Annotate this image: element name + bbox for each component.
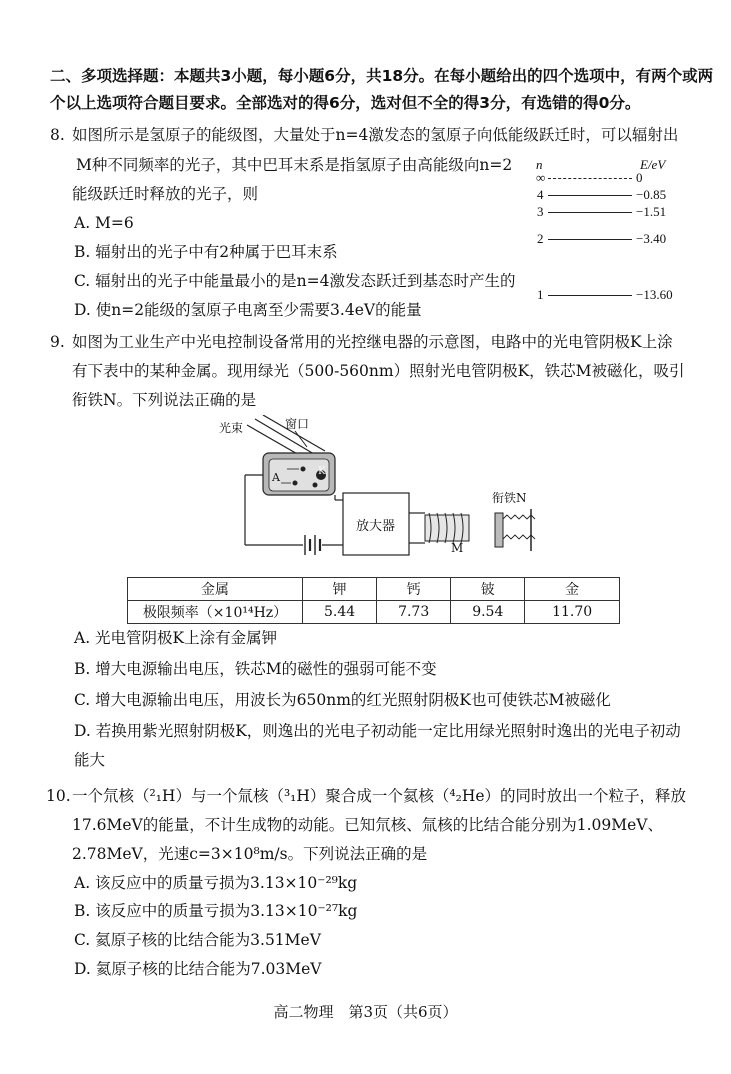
anode-label: A	[272, 471, 280, 484]
q9-option-b: B. 增大电源输出电压，铁芯M的磁性的强弱可能不变	[74, 660, 437, 678]
page-footer: 高二物理 第3页（共6页）	[273, 1003, 458, 1021]
q8-text-line3: 能级跃迁时释放的光子，则	[72, 185, 259, 203]
q8-option-c: C. 辐射出的光子中能量最小的是n=4激发态跃迁到基态时产生的	[74, 272, 516, 290]
q8-text-line2: M种不同频率的光子，其中巴耳末系是指氢原子由高能级向n=2	[76, 156, 513, 174]
level-line-3	[548, 212, 632, 213]
amplifier-label: 放大器	[356, 519, 396, 534]
table-cell: 铍	[451, 578, 525, 601]
level-e-3: −1.51	[636, 204, 667, 219]
q9-text-line1: 如图为工业生产中光电控制设备常用的光控继电器的示意图，电路中的光电管阴极K上涂	[72, 333, 673, 351]
q8-option-a: A. M=6	[74, 214, 134, 232]
q9-option-c: C. 增大电源输出电压，用波长为650nm的红光照射阴极K也可使铁芯M被磁化	[74, 691, 611, 709]
q10-option-d: D. 氦原子核的比结合能为7.03MeV	[74, 960, 322, 978]
q9-option-d-line2: 能大	[74, 751, 106, 769]
table-cell: 9.54	[451, 601, 525, 624]
section-header-line2: 个以上选项符合题目要求。全部选对的得6分，选对但不全的得3分，有选错的得0分。	[50, 94, 641, 112]
q10-option-c: C. 氦原子核的比结合能为3.51MeV	[74, 931, 321, 949]
table-cell: 金属	[128, 578, 303, 601]
level-line-inf	[548, 178, 632, 179]
q10-text-line1: 一个氘核（²₁H）与一个氚核（³₁H）聚合成一个氦核（⁴₂He）的同时放出一个粒子，释放	[72, 787, 687, 805]
level-e-2: −3.40	[636, 231, 667, 246]
level-line-1	[548, 295, 632, 296]
table-cell: 5.44	[303, 601, 377, 624]
level-line-2	[548, 239, 632, 240]
level-n-1: 1	[537, 287, 544, 302]
table-cell: 金	[525, 578, 620, 601]
q9-option-d-line1: D. 若换用紫光照射阴极K，则逸出的光电子初动能一定比用绿光照射时逸出的光电子初动	[74, 722, 681, 740]
level-n-4: 4	[537, 187, 544, 202]
diagram-e-label: E/eV	[640, 157, 666, 172]
q10-number: 10.	[46, 787, 71, 805]
q9-text-line2: 有下表中的某种金属。现用绿光（500-560nm）照射光电管阴极K，铁芯M被磁化，吸引	[72, 362, 685, 380]
level-n-3: 3	[537, 204, 544, 219]
q9-option-a: A. 光电管阴极K上涂有金属钾	[74, 629, 278, 647]
window-label: 窗口	[285, 417, 310, 431]
table-cell: 7.73	[377, 601, 451, 624]
q8-text-line1: 如图所示是氢原子的能级图，大量处于n=4激发态的氢原子向低能级跃迁时，可以辐射出	[72, 126, 679, 144]
table-cell: 钾	[303, 578, 377, 601]
q10-option-b: B. 该反应中的质量亏损为3.13×10⁻²⁷kg	[74, 902, 358, 920]
level-e-4: −0.85	[636, 187, 667, 202]
armature-label: 衔铁N	[492, 491, 527, 505]
table-row	[128, 578, 620, 601]
q10-option-a: A. 该反应中的质量亏损为3.13×10⁻²⁹kg	[74, 874, 358, 892]
level-e-1: −13.60	[636, 287, 673, 302]
q8-option-d: D. 使n=2能级的氢原子电离至少需要3.4eV的能量	[74, 301, 422, 319]
table-cell: 11.70	[525, 601, 620, 624]
level-line-4	[548, 195, 632, 196]
level-e-inf: 0	[636, 170, 643, 185]
q10-text-line2: 17.6MeV的能量，不计生成物的动能。已知氘核、氚核的比结合能分别为1.09MeV、	[72, 816, 664, 834]
level-n-2: 2	[537, 231, 544, 246]
level-n-inf: ∞	[536, 170, 546, 185]
photo-relay-figure	[215, 415, 545, 565]
cathode-label: K	[318, 466, 326, 477]
metal-threshold-table	[127, 577, 620, 624]
section-header-line1: 二、多项选择题：本题共3小题，每小题6分，共18分。在每小题给出的四个选项中，有两个或两	[50, 67, 714, 85]
core-label: M	[451, 541, 464, 555]
q10-text-line3: 2.78MeV，光速c=3×10⁸m/s。下列说法正确的是	[72, 845, 428, 863]
q9-text-line3: 衔铁N。下列说法正确的是	[72, 391, 257, 409]
q8-number: 8.	[50, 126, 65, 144]
table-cell: 极限频率（×10¹⁴Hz）	[128, 601, 303, 624]
beam-label: 光束	[219, 421, 244, 435]
table-cell: 钙	[377, 578, 451, 601]
q9-number: 9.	[50, 333, 65, 351]
q8-option-b: B. 辐射出的光子中有2种属于巴耳末系	[74, 243, 338, 261]
diagram-n-label: n	[536, 157, 543, 172]
table-row	[128, 601, 620, 624]
